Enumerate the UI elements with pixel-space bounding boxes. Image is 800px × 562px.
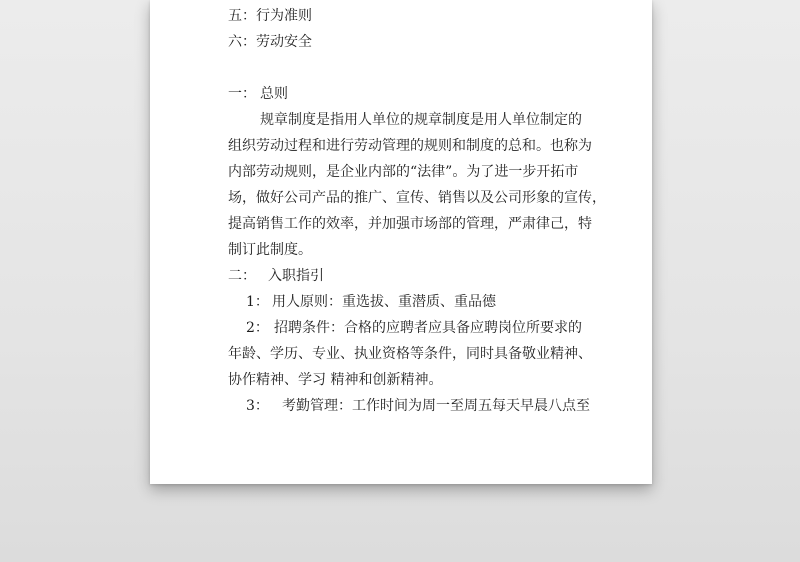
item-3-number: 3：: [246, 398, 269, 414]
section-2-number: 二：: [228, 268, 256, 284]
item-2-text: 招聘条件：合格的应聘者应具备应聘岗位所要求的: [274, 320, 582, 336]
item-1-text: 用人原则：重选拔、重潜质、重品德: [272, 294, 496, 310]
toc-item-5: 五：行为准则: [228, 8, 312, 24]
section-1-number: 一：: [228, 86, 256, 102]
section-2-item-2: [246, 318, 582, 338]
section-1-line-6: 制订此制度。: [228, 242, 312, 258]
toc-item-6: 六：劳动安全: [228, 34, 312, 50]
section-1-line-2: 组织劳动过程和进行劳动管理的规则和制度的总和。也称为: [228, 138, 592, 154]
section-2-title: 入职指引: [268, 268, 324, 284]
item-2-number: 2：: [246, 320, 269, 336]
document-page: [150, 0, 652, 484]
item-3-text: 考勤管理：工作时间为周一至周五每天早晨八点至: [282, 398, 590, 414]
section-1-heading: [228, 84, 288, 104]
section-1-line-3: 内部劳动规则，是企业内部的“法律”。为了进一步开拓市: [228, 164, 579, 180]
section-2-item-1: [246, 292, 496, 312]
section-2-heading: [228, 266, 324, 286]
section-1-line-4: 场，做好公司产品的推广、宣传、销售以及公司形象的宣传，: [228, 190, 606, 206]
section-2-item-3: [246, 396, 590, 416]
item-2-continuation-2: 协作精神、学习 精神和创新精神。: [228, 372, 443, 388]
section-1-line-1: 规章制度是指用人单位的规章制度是用人单位制定的: [260, 112, 582, 128]
section-1-title: 总则: [260, 86, 288, 102]
item-1-number: 1：: [246, 294, 269, 310]
item-2-continuation-1: 年龄、学历、专业、执业资格等条件，同时具备敬业精神、: [228, 346, 592, 362]
section-1-line-5: 提高销售工作的效率，并加强市场部的管理，严肃律己，特: [228, 216, 592, 232]
